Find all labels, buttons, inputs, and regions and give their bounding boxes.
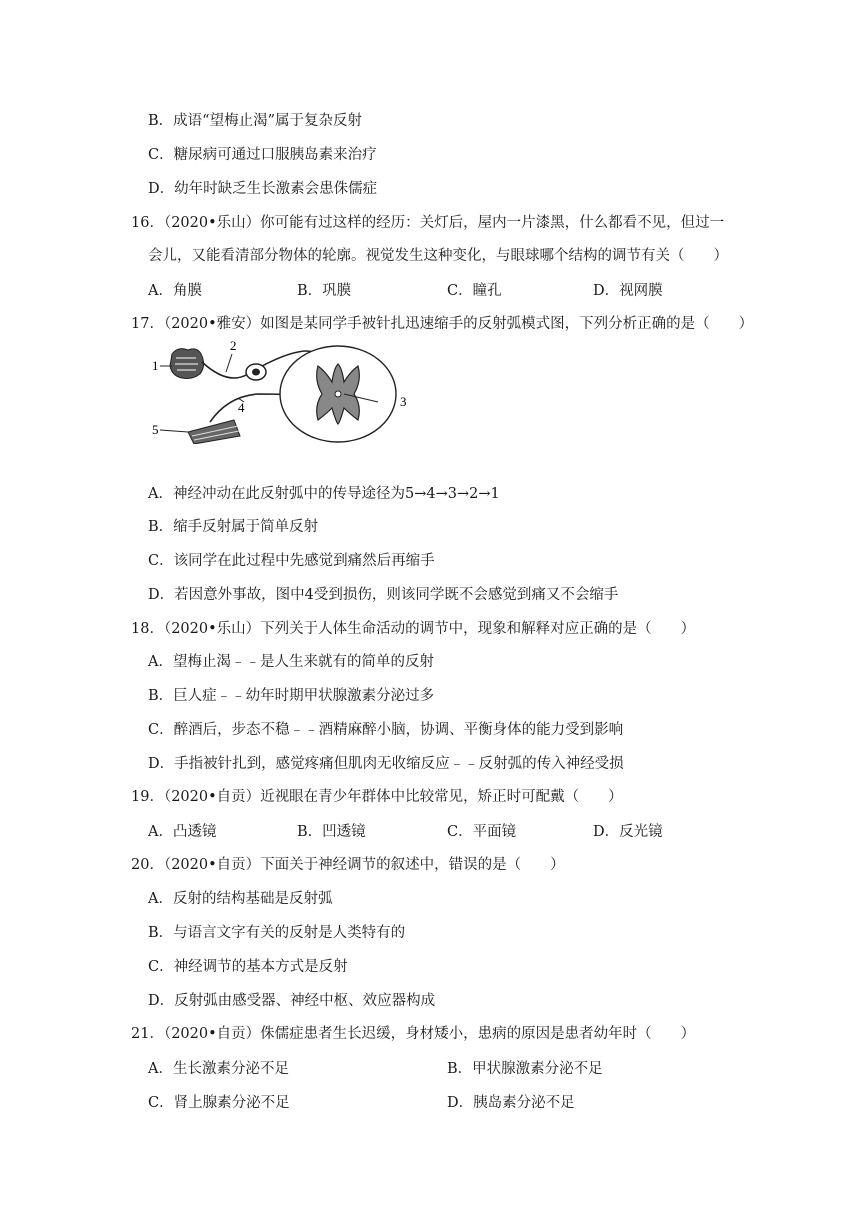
q17-option-a: A．神经冲动在此反射弧中的传导途径为5→4→3→2→1 (148, 486, 500, 502)
prev-option-b: B．成语“望梅止渴”属于复杂反射 (148, 113, 362, 129)
q19-option-a: A．凸透镜 (148, 824, 217, 840)
q16-option-a: A．角膜 (148, 283, 202, 299)
q21-stem: 21．（2020•自贡）侏儒症患者生长迟缓，身材矮小，患病的原因是患者幼年时（ ） (131, 1026, 696, 1042)
prev-option-c: C．糖尿病可通过口服胰岛素来治疗 (148, 147, 377, 163)
figure-label-5: 5 (152, 422, 159, 437)
effector-muscle (188, 420, 240, 444)
q16-option-c: C．瞳孔 (447, 283, 502, 299)
figure-label-4: 4 (238, 400, 245, 415)
q20-option-b: B．与语言文字有关的反射是人类特有的 (148, 925, 406, 941)
q17-option-c: C．该同学在此过程中先感觉到痛然后再缩手 (148, 553, 435, 569)
q16-stem-line1: 16．（2020•乐山）你可能有过这样的经历：关灯后，屋内一片漆黑，什么都看不见，但过一 (131, 215, 725, 231)
reflex-arc-diagram (148, 336, 418, 444)
figure-label-3: 3 (400, 394, 407, 409)
q21-option-c: C．肾上腺素分泌不足 (148, 1095, 290, 1111)
q21-option-d: D．胰岛素分泌不足 (447, 1095, 575, 1111)
q16-stem-line2: 会儿，又能看清部分物体的轮廓。视觉发生这种变化，与眼球哪个结构的调节有关（ ） (148, 248, 728, 264)
q18-option-d: D．手指被针扎到，感觉疼痛但肌肉无收缩反应﹣﹣反射弧的传入神经受损 (148, 756, 624, 772)
q17-stem: 17．（2020•雅安）如图是某同学手被针扎迅速缩手的反射弧模式图，下列分析正确的是（ ） (131, 316, 754, 332)
q18-option-c: C．醉酒后，步态不稳﹣﹣酒精麻醉小脑，协调、平衡身体的能力受到影响 (148, 722, 624, 738)
q19-option-d: D．反光镜 (593, 824, 663, 840)
q18-option-b: B．巨人症﹣﹣幼年时期甲状腺激素分泌过多 (148, 688, 435, 704)
q21-option-a: A．生长激素分泌不足 (148, 1061, 289, 1077)
q18-stem: 18．（2020•乐山）下列关于人体生命活动的调节中，现象和解释对应正确的是（ ） (131, 621, 696, 637)
receptor-skin (170, 349, 204, 379)
q21-option-b: B．甲状腺激素分泌不足 (447, 1061, 603, 1077)
q19-option-c: C．平面镜 (447, 824, 517, 840)
q18-option-a: A．望梅止渴﹣﹣是人生来就有的简单的反射 (148, 654, 434, 670)
prev-option-d: D．幼年时缺乏生长激素会患侏儒症 (148, 181, 378, 197)
figure-label-2: 2 (230, 338, 237, 353)
q20-option-a: A．反射的结构基础是反射弧 (148, 891, 333, 907)
q20-stem: 20．（2020•自贡）下面关于神经调节的叙述中，错误的是（ ） (131, 857, 565, 873)
q20-option-d: D．反射弧由感受器、神经中枢、效应器构成 (148, 993, 436, 1009)
q17-option-b: B．缩手反射属于简单反射 (148, 519, 319, 535)
q16-option-b: B．巩膜 (297, 283, 352, 299)
q19-option-b: B．凹透镜 (297, 824, 366, 840)
q20-option-c: C．神经调节的基本方式是反射 (148, 959, 348, 975)
q19-stem: 19．（2020•自贡）近视眼在青少年群体中比较常见，矫正时可配戴（ ） (131, 789, 623, 805)
figure-label-1: 1 (152, 358, 159, 373)
q17-option-d: D．若因意外事故，图中4受到损伤，则该同学既不会感觉到痛又不会缩手 (148, 587, 619, 603)
q16-option-d: D．视网膜 (593, 283, 663, 299)
